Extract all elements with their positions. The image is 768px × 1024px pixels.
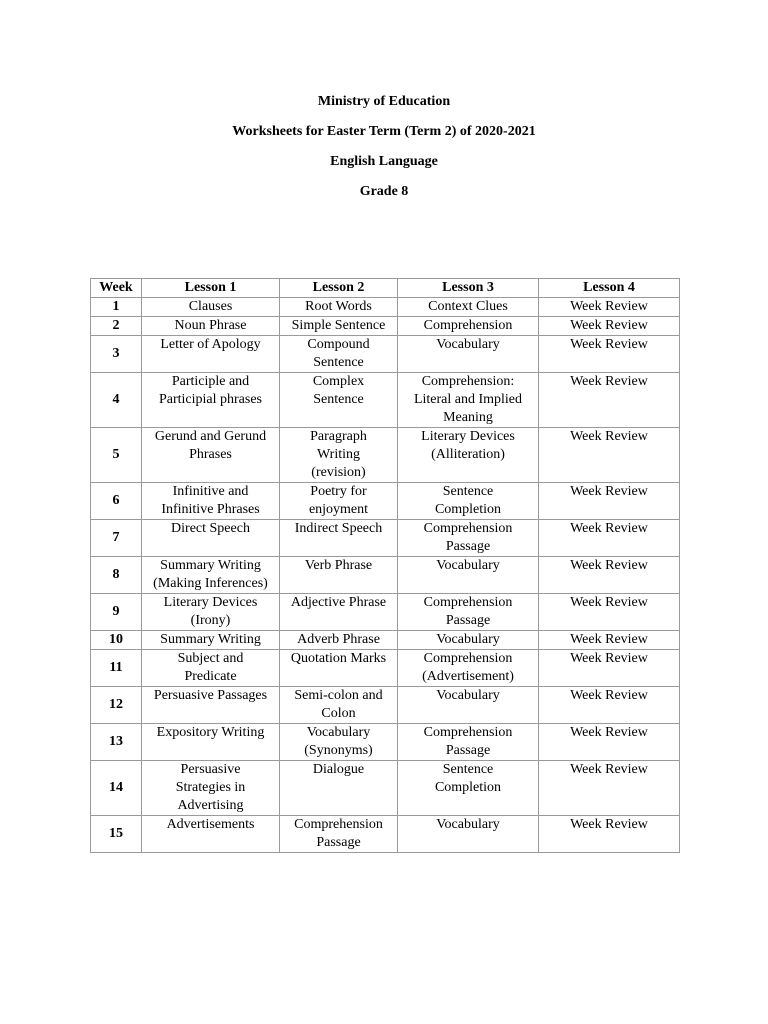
lesson-1-cell [142,650,280,687]
worksheets-title: Worksheets for Easter Term (Term 2) of 2020-2021 [232,124,536,139]
lesson-3-cell [398,428,539,483]
table-row [91,317,680,336]
lesson-text-line: Week Review [570,429,648,444]
table-row [91,631,680,650]
lesson-text-line: Adjective Phrase [290,595,387,610]
lesson-1-cell [142,483,280,520]
lesson-text-line: enjoyment [308,502,369,517]
week-number-cell: 2 [91,317,142,336]
lesson-3-cell [398,816,539,853]
lesson-2-cell [280,298,398,317]
lesson-3-cell [398,687,539,724]
column-header-week: Week [91,279,142,298]
lesson-text-line: Week Review [570,817,648,832]
lesson-text-line: Week Review [570,558,648,573]
lesson-text-line: Week Review [570,725,648,740]
lesson-3-cell [398,761,539,816]
lesson-text-line: (revision) [311,465,366,480]
lesson-text-line: Phrases [189,447,232,462]
lesson-4-cell [539,631,680,650]
lesson-text-line: Week Review [570,521,648,536]
lesson-text-line: Clauses [188,299,233,314]
table-row [91,761,680,816]
lesson-text-line: Literal and Implied [413,392,523,407]
lesson-text-line: Week Review [570,374,648,389]
subject-heading: English Language [330,154,438,169]
lesson-text-line: Colon [321,706,356,721]
column-header-lesson-1: Lesson 1 [142,279,280,298]
table-row [91,724,680,761]
lesson-text-line: Subject and [177,651,244,666]
lesson-text-line: Comprehension [423,318,513,333]
lesson-text-line: Passage [445,743,491,758]
lesson-text-line: Sentence [442,762,494,777]
lesson-2-cell [280,724,398,761]
lesson-text-line: Simple Sentence [291,318,386,333]
lesson-text-line: Week Review [570,651,648,666]
week-number-cell: 9 [91,594,142,631]
week-number-cell: 15 [91,816,142,853]
lesson-3-cell [398,298,539,317]
lesson-text-line: Root Words [305,299,372,314]
lesson-1-cell [142,557,280,594]
lesson-text-line: Predicate [184,669,237,684]
lesson-1-cell [142,298,280,317]
lesson-text-line: Comprehension [423,521,513,536]
lesson-text-line: Comprehension [294,817,383,832]
lesson-3-cell [398,557,539,594]
lesson-text-line: Summary Writing [160,558,261,573]
lesson-text-line: Sentence [313,355,364,370]
lesson-text-line: Poetry for [310,484,367,499]
lesson-text-line: Passage [445,539,491,554]
lesson-4-cell [539,428,680,483]
column-header-lesson-4: Lesson 4 [539,279,680,298]
lesson-text-line: Passage [445,613,491,628]
lesson-text-line: Infinitive Phrases [161,502,260,517]
lesson-text-line: Passage [316,835,361,850]
lesson-text-line: Sentence [442,484,494,499]
lesson-2-cell [280,631,398,650]
week-number-cell: 5 [91,428,142,483]
lesson-3-cell [398,594,539,631]
table-row [91,373,680,428]
lesson-4-cell [539,483,680,520]
lesson-text-line: Paragraph [310,429,367,444]
lesson-text-line: Week Review [570,688,648,703]
lesson-text-line: Strategies in [175,780,246,795]
lesson-2-cell [280,816,398,853]
lesson-4-cell [539,317,680,336]
lesson-text-line: Persuasive Passages [153,688,268,703]
lesson-text-line: Writing [317,447,360,462]
lesson-text-line: Persuasive [180,762,241,777]
week-number-cell: 4 [91,373,142,428]
lesson-text-line: (Alliteration) [431,447,505,462]
lesson-4-cell [539,373,680,428]
lesson-1-cell [142,816,280,853]
ministry-heading: Ministry of Education [317,94,451,109]
lesson-text-line: Quotation Marks [290,651,387,666]
lesson-text-line: (Making Inferences) [153,576,268,591]
lesson-schedule-table [90,278,680,853]
table-row [91,428,680,483]
lesson-3-cell [398,317,539,336]
lesson-text-line: Completion [434,502,502,517]
lesson-1-cell [142,336,280,373]
lesson-3-cell [398,520,539,557]
lesson-text-line: Literary Devices [163,595,258,610]
lesson-1-cell [142,520,280,557]
lesson-2-cell [280,761,398,816]
week-number-cell: 8 [91,557,142,594]
table-header-row [91,279,680,298]
lesson-text-line: Direct Speech [171,521,250,536]
lesson-text-line: (Advertisement) [422,669,514,684]
grade-heading: Grade 8 [359,184,409,199]
lesson-4-cell [539,724,680,761]
lesson-text-line: (Irony) [190,613,231,628]
lesson-2-cell [280,483,398,520]
lesson-text-line: Summary Writing [160,632,261,647]
lesson-3-cell [398,336,539,373]
lesson-text-line: Vocabulary [436,688,500,703]
lesson-2-cell [280,428,398,483]
lesson-2-cell [280,336,398,373]
week-number-cell: 12 [91,687,142,724]
table-row [91,557,680,594]
lesson-2-cell [280,373,398,428]
lesson-1-cell [142,428,280,483]
lesson-2-cell [280,594,398,631]
lesson-text-line: Vocabulary [306,725,371,740]
lesson-text-line: Comprehension: [421,374,515,389]
lesson-text-line: Literary Devices [421,429,515,444]
lesson-text-line: Vocabulary [436,337,500,352]
lesson-text-line: Week Review [570,337,648,352]
lesson-text-line: Infinitive and [172,484,249,499]
lesson-text-line: Complex [312,374,365,389]
column-header-lesson-3: Lesson 3 [398,279,539,298]
lesson-text-line: Week Review [570,318,648,333]
lesson-text-line: Semi-colon and [294,688,383,703]
lesson-text-line: Compound [307,337,370,352]
lesson-text-line: Noun Phrase [174,318,247,333]
lesson-text-line: Indirect Speech [294,521,383,536]
week-number-cell: 7 [91,520,142,557]
table-row [91,650,680,687]
table-row [91,594,680,631]
week-number-cell: 6 [91,483,142,520]
lesson-3-cell [398,650,539,687]
lesson-3-cell [398,724,539,761]
lesson-text-line: Comprehension [423,651,513,666]
lesson-text-line: Vocabulary [436,632,500,647]
table-row [91,816,680,853]
table-row [91,298,680,317]
week-number-cell: 10 [91,631,142,650]
lesson-1-cell [142,317,280,336]
lesson-2-cell [280,557,398,594]
lesson-4-cell [539,336,680,373]
lesson-text-line: Letter of Apology [160,337,261,352]
lesson-text-line: Expository Writing [156,725,265,740]
lesson-text-line: Context Clues [428,299,508,314]
lesson-text-line: Week Review [570,762,648,777]
lesson-text-line: Week Review [570,484,648,499]
lesson-1-cell [142,761,280,816]
lesson-1-cell [142,687,280,724]
week-number-cell: 11 [91,650,142,687]
lesson-text-line: Week Review [570,299,648,314]
lesson-2-cell [280,317,398,336]
lesson-text-line: Advertisements [166,817,255,832]
table-row [91,483,680,520]
week-number-cell: 13 [91,724,142,761]
lesson-text-line: Verb Phrase [304,558,373,573]
lesson-text-line: Participle and [171,374,250,389]
lesson-4-cell [539,761,680,816]
lesson-text-line: Week Review [570,632,648,647]
week-number-cell: 3 [91,336,142,373]
lesson-text-line: Comprehension [423,725,513,740]
lesson-4-cell [539,650,680,687]
lesson-text-line: Vocabulary [436,817,500,832]
lesson-4-cell [539,520,680,557]
lesson-1-cell [142,631,280,650]
lesson-4-cell [539,594,680,631]
table-body [91,298,680,853]
lesson-text-line: Vocabulary [436,558,500,573]
lesson-4-cell [539,816,680,853]
week-number-cell: 1 [91,298,142,317]
lesson-text-line: Participial phrases [158,392,263,407]
table-row [91,520,680,557]
lesson-text-line: Comprehension [423,595,513,610]
lesson-text-line: Adverb Phrase [297,632,380,647]
lesson-4-cell [539,298,680,317]
table-row [91,687,680,724]
lesson-2-cell [280,687,398,724]
lesson-text-line: Advertising [177,798,244,813]
lesson-2-cell [280,650,398,687]
lesson-1-cell [142,724,280,761]
column-header-lesson-2: Lesson 2 [280,279,398,298]
lesson-3-cell [398,631,539,650]
lesson-text-line: Week Review [570,595,648,610]
lesson-text-line: Dialogue [312,762,365,777]
lesson-1-cell [142,594,280,631]
lesson-text-line: Gerund and Gerund [154,429,267,444]
lesson-text-line: Sentence [313,392,364,407]
table-row [91,336,680,373]
lesson-1-cell [142,373,280,428]
lesson-text-line: Meaning [443,410,493,425]
lesson-text-line: (Synonyms) [304,743,373,758]
lesson-2-cell [280,520,398,557]
lesson-4-cell [539,557,680,594]
lesson-3-cell [398,373,539,428]
lesson-3-cell [398,483,539,520]
lesson-text-line: Completion [434,780,502,795]
week-number-cell: 14 [91,761,142,816]
lesson-4-cell [539,687,680,724]
